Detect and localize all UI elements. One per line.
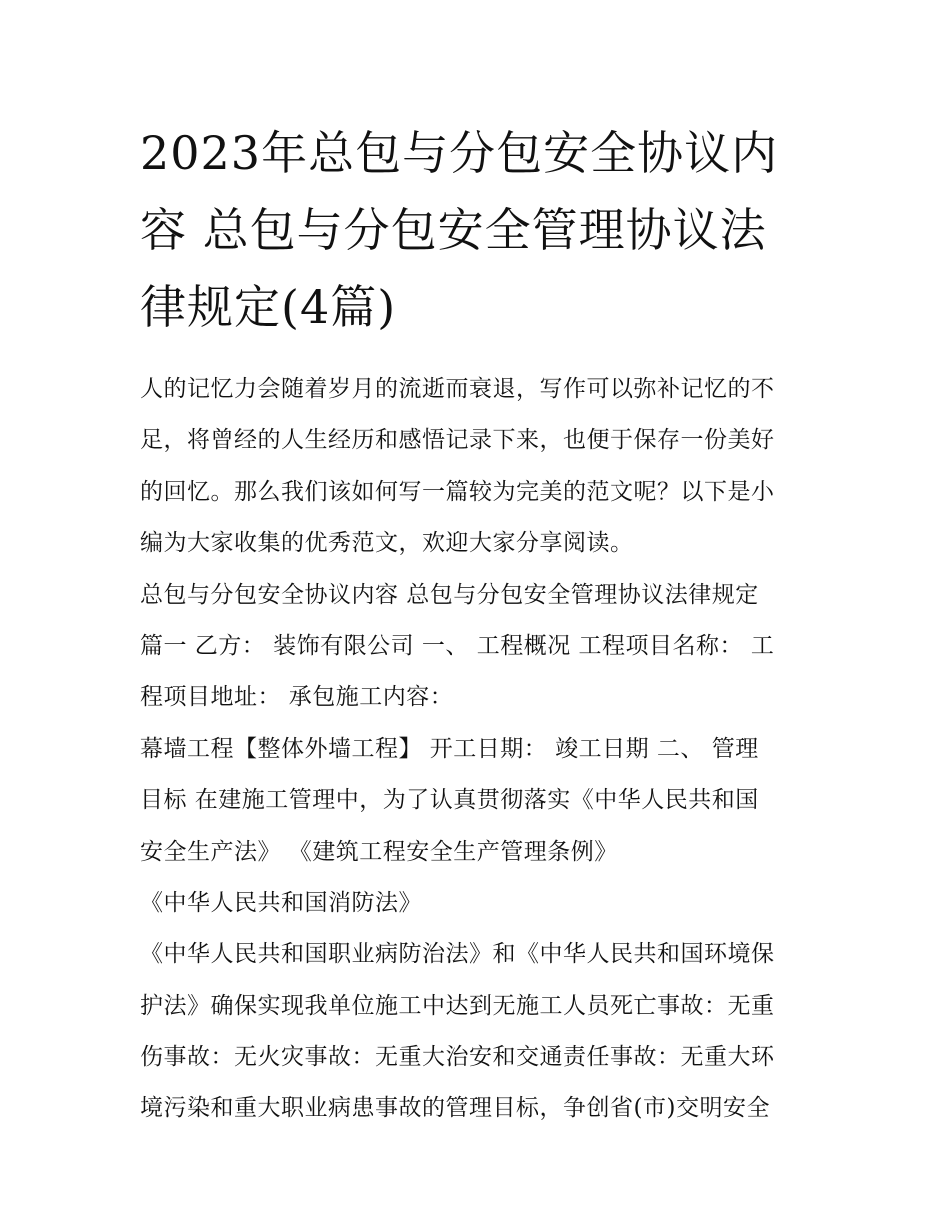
- document-title: [140, 115, 820, 346]
- body-line: 伤事故：无火灾事故：无重大治安和交通责任事故：无重大环: [140, 1044, 775, 1071]
- document-page: [140, 115, 820, 1135]
- body-line: 人的记忆力会随着岁月的流逝而衰退，写作可以弥补记忆的不: [140, 376, 775, 402]
- document-body: [140, 364, 820, 1135]
- body-line: 护法》确保实现我单位施工中达到无施工人员死亡事故：无重: [140, 992, 775, 1019]
- body-line: 篇一 乙方： 装饰有限公司 一、 工程概况 工程项目名称： 工: [140, 632, 775, 659]
- body-line: 程项目地址： 承包施工内容：: [140, 684, 454, 711]
- body-line: 安全生产法》 《建筑工程安全生产管理条例》: [140, 838, 618, 865]
- body-line: 的回忆。那么我们该如何写一篇较为完美的范文呢？以下是小: [140, 478, 775, 505]
- body-line: 幕墙工程【整体外墙工程】 开工日期： 竣工日期 二、 管理: [140, 735, 759, 762]
- title-line-2: 容 总包与分包安全管理协议法: [140, 203, 767, 257]
- body-line: 《中华人民共和国消防法》: [140, 889, 422, 916]
- title-line-3: 律规定(4篇): [140, 280, 397, 334]
- body-line: 境污染和重大职业病患事故的管理目标，争创省(市)交明安全: [140, 1095, 770, 1122]
- body-line: 《中华人民共和国职业病防治法》和《中华人民共和国环境保: [140, 941, 775, 968]
- title-line-1: 2023年总包与分包安全协议内: [140, 126, 779, 180]
- body-line: 编为大家收集的优秀范文，欢迎大家分享阅读。: [140, 530, 634, 557]
- body-line: 足，将曾经的人生经历和感悟记录下来，也便于保存一份美好: [140, 427, 775, 454]
- section-heading-line: 总包与分包安全协议内容 总包与分包安全管理协议法律规定: [140, 581, 759, 608]
- body-line: 目标 在建施工管理中，为了认真贯彻落实《中华人民共和国: [140, 787, 759, 814]
